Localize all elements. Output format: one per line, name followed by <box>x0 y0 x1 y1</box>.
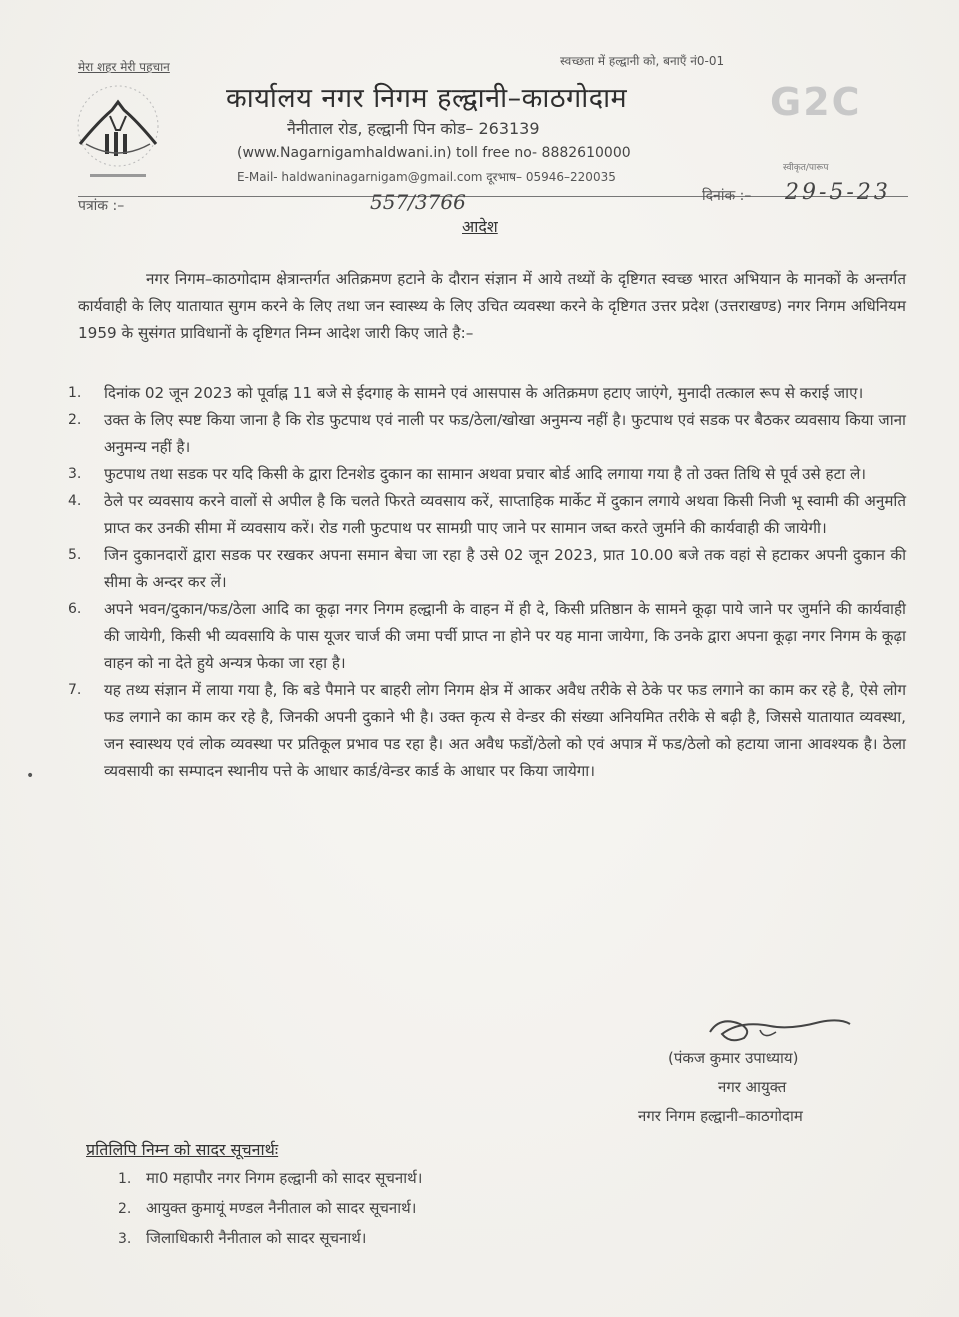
website-tollfree: (www.Nagarnigamhaldwani.in) toll free no- 8882610000 <box>237 145 631 161</box>
g2c-stamp-subtext: स्वीकृत/पारूप <box>783 163 829 173</box>
signatory-designation: नगर आयुक्त <box>718 1078 787 1096</box>
order-item-number: 6. <box>68 601 82 617</box>
order-item-text: फुटपाथ तथा सडक पर यदि किसी के द्वारा टिनशेड दुकान का सामान अथवा प्रचार बोर्ड आदि लगाया गया है तो उक्त तिथि से पूर्व उसे हटा ले। <box>104 465 867 483</box>
slogan-left: मेरा शहर मेरी पहचान <box>78 60 170 74</box>
order-item-text: उक्त के लिए स्पष्ट किया जाना है कि रोड फुटपाथ एवं नाली पर फड/ठेला/खोखा अनुमन्य नहीं है। फुटपाथ एवं सडक पर बैठकर व्यवसाय किया जाना अनुमन्य नहीं है। <box>104 411 906 456</box>
order-items-list <box>68 380 906 785</box>
slogan-right: स्वच्छता में हल्द्वानी को, बनाएँ नं0-01 <box>560 54 725 68</box>
order-intro-paragraph: नगर निगम–काठगोदाम क्षेत्रान्तर्गत अतिक्रमण हटाने के दौरान संज्ञान में आये तथ्यों के दृष्टिगत स्वच्छ भारत अभियान के मानकों के अन्तर्गत कार्यवाही के लिए यातायात सुगम करने के लिए तथा जन स्वास्थ्य के लिए उचित व्यवस्था करने के दृष्टिगत उत्तर प्रदेश (उत्तराखण्ड) नगर निगम अधिनियम 1959 के सुसंगत प्राविधानों के दृष्टिगत निम्न आदेश जारी किए जाते है:– <box>78 270 906 342</box>
order-item-text: यह तथ्य संज्ञान में लाया गया है, कि बडे पैमाने पर बाहरी लोग निगम क्षेत्र में आकर अवैध तरीके से ठेके पर फड लगाने का काम कर रहे है, ऐसे लोग फड लगाने का काम कर रहे है, जिनकी अपनी दुकाने भी है। उक्त कृत्य से वेन्डर की संख्या अनियमित तरीके से बढ़ी है, जिससे यातायात व्यवस्था, जन स्वास्थय एवं लोक व्यवस्था पर प्रतिकूल प्रभाव पड रहा है। अत अवैध फडों/ठेलो को एवं अपात्र में फड/ठेलो को हटाया जाना आवश्यक है। ठेला व्यवसायी का सम्पादन स्थानीय पत्ते के आधार कार्ड/वेन्डर कार्ड के आधार पर किया जायेगा। <box>104 681 906 780</box>
order-item <box>68 488 906 542</box>
patrank-label: पत्रांक :– <box>78 198 125 214</box>
copy-to-list <box>118 1164 422 1254</box>
order-item-text: ठेले पर व्यवसाय करने वालों से अपील है कि चलते फिरते व्यवसाय करें, साप्ताहिक मार्केट में दुकान लगाये अथवा किसी निजी भू स्वामी की अनुमति प्राप्त कर उनकी सीमा में व्यवसाय करें। रोड गली फुटपाथ पर सामग्री पाए जाने पर सामान जब्त करते जुर्माने की कार्यवाही की जायेगी। <box>104 492 906 537</box>
office-address: नैनीताल रोड, हल्द्वानी पिन कोड– 263139 <box>287 119 540 138</box>
order-item-number: 5. <box>68 547 82 563</box>
order-item-number: 2. <box>68 412 82 428</box>
order-item <box>68 461 906 488</box>
order-heading: आदेश <box>462 217 498 236</box>
copy-to-text: आयुक्त कुमायूं मण्डल नैनीताल को सादर सूचनार्थ। <box>146 1199 417 1217</box>
copy-to-number: 2. <box>118 1201 132 1217</box>
scan-speck: • <box>26 768 35 784</box>
order-item <box>68 677 906 785</box>
dinank-label: दिनांक :– <box>702 188 752 204</box>
order-item <box>68 596 906 677</box>
copy-to-item <box>118 1194 422 1224</box>
order-item-number: 4. <box>68 493 82 509</box>
signatory-name: (पंकज कुमार उपाध्याय) <box>668 1049 799 1067</box>
order-item-text: दिनांक 02 जून 2023 को पूर्वाह्न 11 बजे से ईदगाह के सामने एवं आसपास के अतिक्रमण हटाए जाएंगे, मुनादी तत्काल रूप से कराई जाए। <box>104 384 864 402</box>
dinank-date: 29-5-23 <box>785 180 891 205</box>
nagar-nigam-logo <box>72 82 164 182</box>
copy-to-heading: प्रतिलिपि निम्न को सादर सूचनार्थः <box>86 1140 279 1159</box>
copy-to-number: 3. <box>118 1231 132 1247</box>
order-item-number: 3. <box>68 466 82 482</box>
email-phone: E-Mail- haldwaninagarnigam@gmail.com दूरभाष– 05946–220035 <box>237 170 616 184</box>
order-item <box>68 542 906 596</box>
patrank-number: 557/3766 <box>370 190 466 214</box>
order-item <box>68 380 906 407</box>
office-title: कार्यालय नगर निगम हल्द्वानी–काठगोदाम <box>226 83 628 114</box>
copy-to-text: मा0 महापौर नगर निगम हल्द्वानी को सादर सूचनार्थ। <box>146 1169 423 1187</box>
handwritten-signature <box>700 1010 860 1050</box>
copy-to-text: जिलाधिकारी नैनीताल को सादर सूचनार्थ। <box>146 1229 367 1247</box>
header-rule <box>78 196 908 197</box>
order-item-number: 1. <box>68 385 82 401</box>
order-item-text: जिन दुकानदारों द्वारा सडक पर रखकर अपना समान बेचा जा रहा है उसे 02 जून 2023, प्रात 10.00 बजे तक वहां से हटाकर अपनी दुकान की सीमा के अन्दर कर लें। <box>104 546 906 591</box>
order-item <box>68 407 906 461</box>
order-item-text: अपने भवन/दुकान/फड/ठेला आदि का कूढ़ा नगर निगम हल्द्वानी के वाहन में ही दे, किसी प्रतिष्ठान के सामने कूढ़ा पाये जाने पर जुर्माने की कार्यवाही की जायेगी, किसी भी व्यवसायि के पास यूजर चार्ज की जमा पर्ची प्राप्त ना होने पर यह माना जायेगा, कि उनके द्वारा अपना कूढ़ा नगर निगम के कूढ़ा वाहन को ना देते हुये अन्यत्र फेका जा रहा है। <box>104 600 906 672</box>
g2c-stamp: G2C <box>770 80 862 124</box>
copy-to-number: 1. <box>118 1171 132 1187</box>
signatory-office: नगर निगम हल्द्वानी–काठगोदाम <box>638 1107 803 1125</box>
copy-to-item <box>118 1224 422 1254</box>
order-item-number: 7. <box>68 682 82 698</box>
copy-to-item <box>118 1164 422 1194</box>
